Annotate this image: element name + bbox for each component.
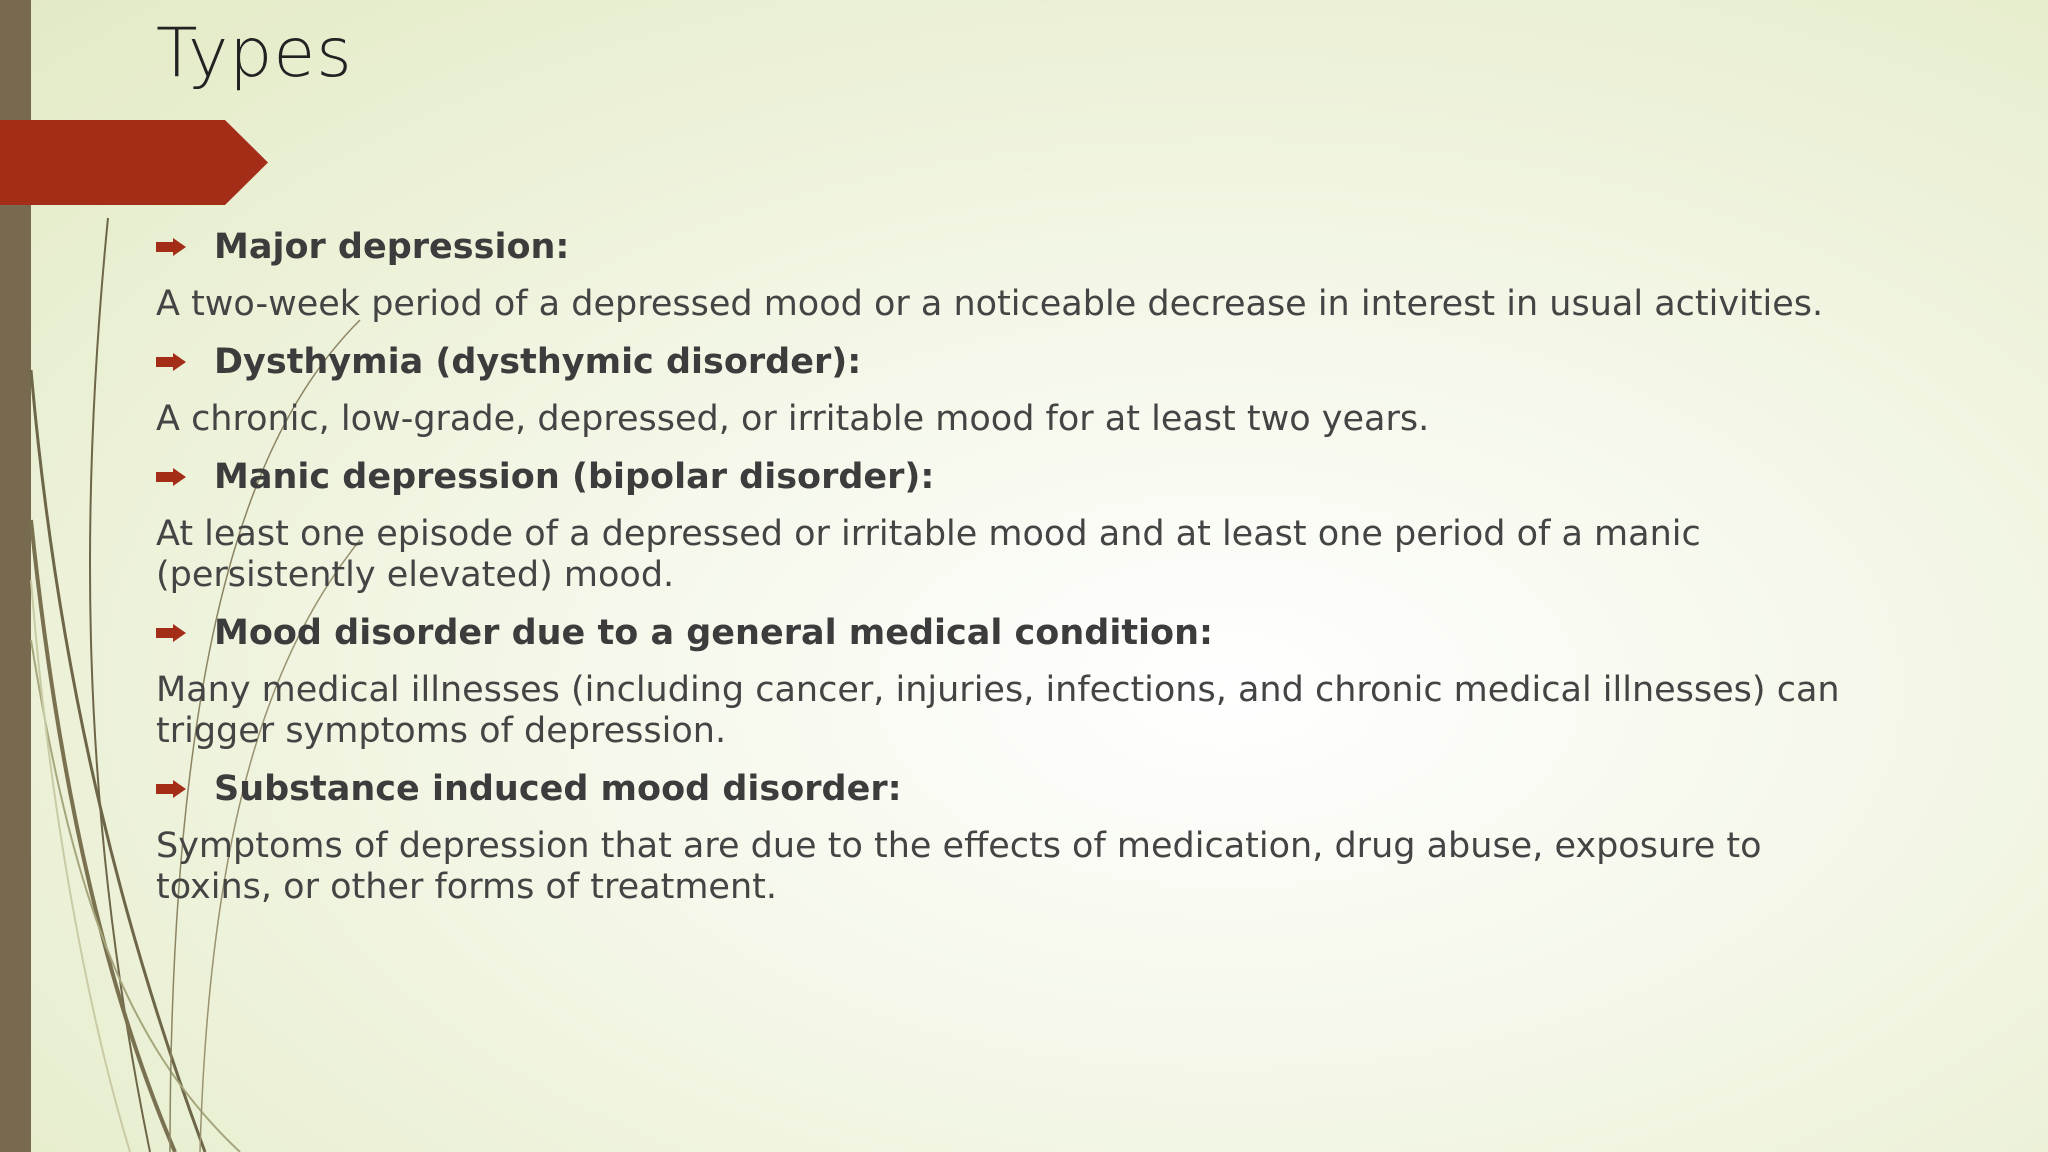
item-description: At least one episode of a depressed or irritable mood and at least one period of a manic (persistently elevated) mood.	[156, 514, 1701, 595]
item-description: A chronic, low-grade, depressed, or irritable mood for at least two years.	[156, 399, 1430, 439]
arrow-bullet-icon	[156, 238, 186, 256]
list-item	[156, 608, 1876, 752]
item-heading	[156, 222, 1876, 272]
title-accent-arrow	[0, 120, 268, 205]
arrow-bullet-icon	[156, 624, 186, 642]
item-heading-text: Mood disorder due to a general medical condition:	[214, 613, 1214, 653]
list-item	[156, 337, 1876, 440]
item-heading-text: Manic depression (bipolar disorder):	[214, 457, 935, 497]
types-list	[156, 222, 1876, 920]
list-item	[156, 452, 1876, 596]
arrow-bullet-icon	[156, 353, 186, 371]
item-heading	[156, 452, 1876, 502]
slide-title: Types	[156, 14, 353, 93]
item-heading-text: Dysthymia (dysthymic disorder):	[214, 342, 862, 382]
arrow-bullet-icon	[156, 780, 186, 798]
list-item	[156, 222, 1876, 325]
arrow-bullet-icon	[156, 468, 186, 486]
item-heading-text: Substance induced mood disorder:	[214, 769, 902, 809]
item-description: Symptoms of depression that are due to the effects of medication, drug abuse, exposure to toxins, or other forms of treatment.	[156, 826, 1762, 907]
item-heading-text: Major depression:	[214, 227, 570, 267]
item-heading	[156, 764, 1876, 814]
item-heading	[156, 337, 1876, 387]
item-heading	[156, 608, 1876, 658]
item-description: Many medical illnesses (including cancer, injuries, infections, and chronic medical illnesses) can trigger symptoms of depression.	[156, 670, 1840, 751]
list-item	[156, 764, 1876, 908]
item-description: A two-week period of a depressed mood or a noticeable decrease in interest in usual activities.	[156, 284, 1824, 324]
